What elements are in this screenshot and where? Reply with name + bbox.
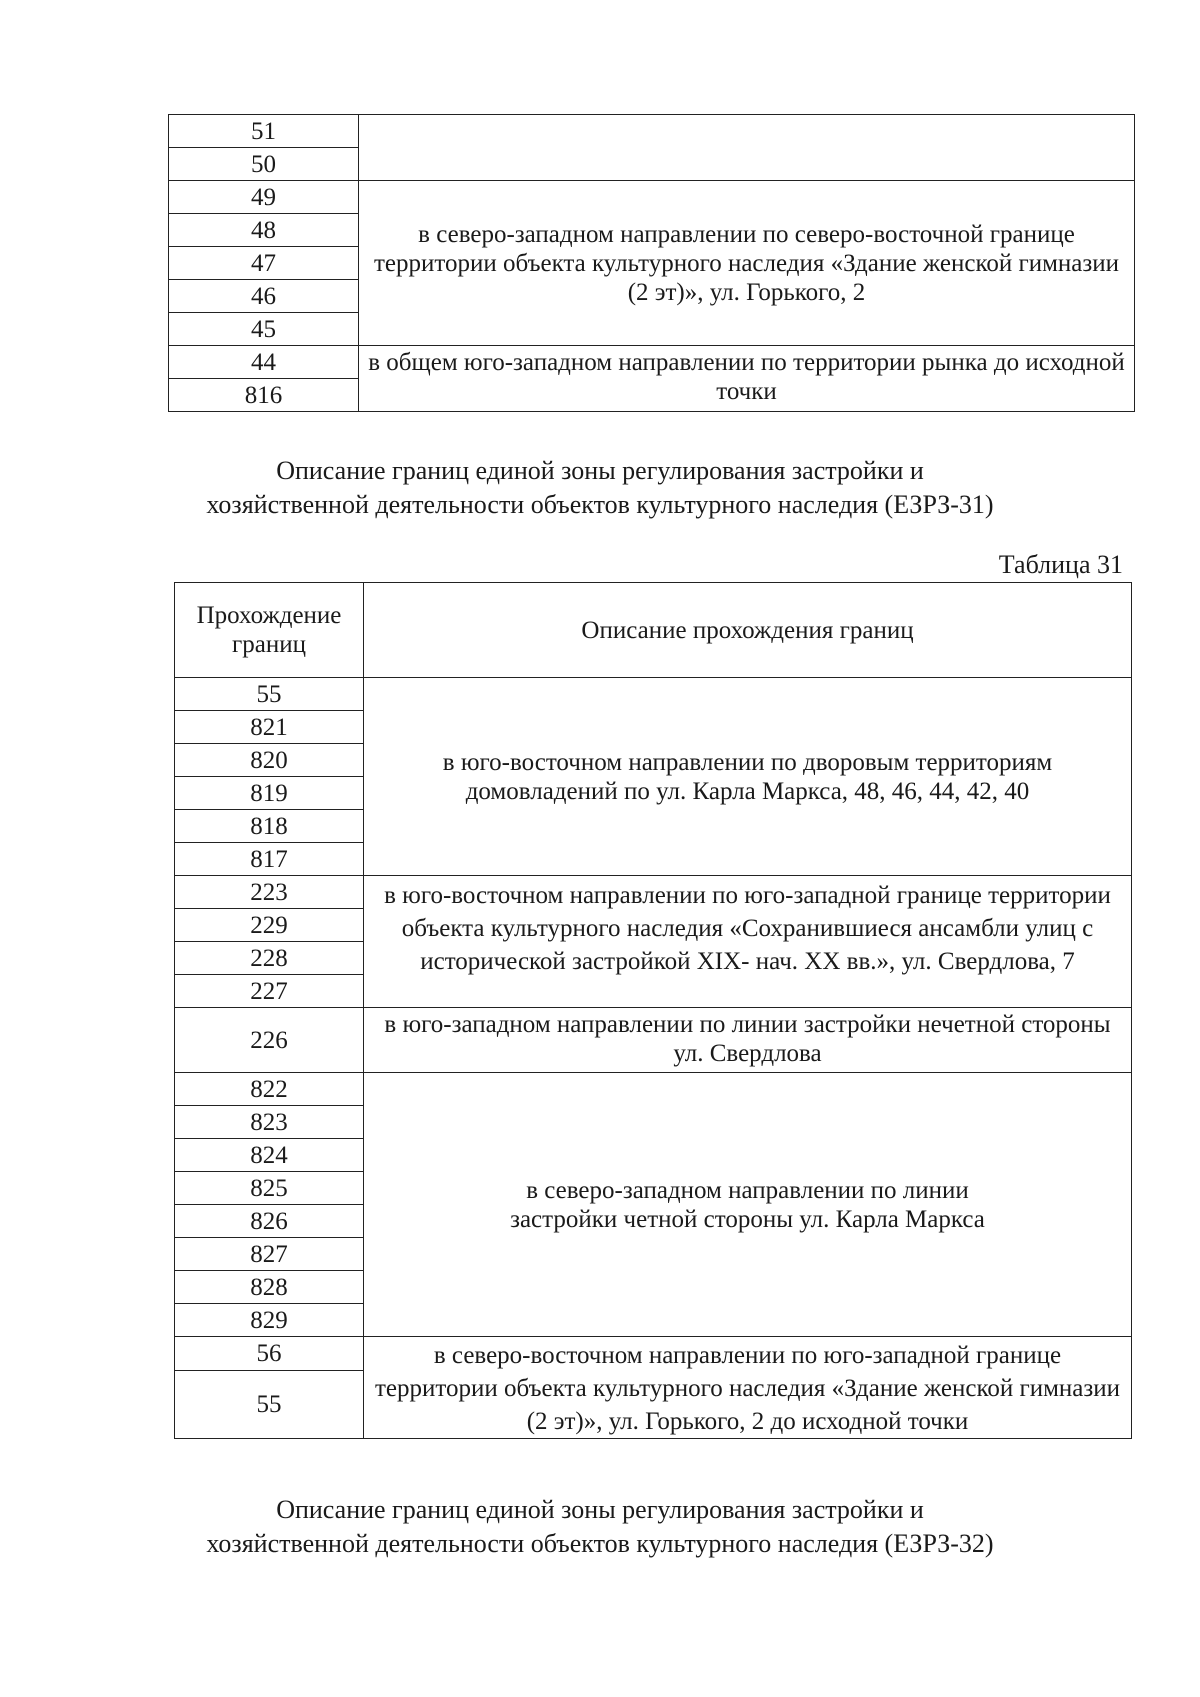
- point-cell: 818: [175, 810, 364, 843]
- description-cell: в юго-западном направлении по линии застройки нечетной стороны ул. Свердлова: [364, 1008, 1132, 1073]
- table-row: [169, 115, 1135, 148]
- point-cell: 55: [175, 678, 364, 711]
- point-cell: 223: [175, 876, 364, 909]
- point-cell: 817: [175, 843, 364, 876]
- point-cell: 822: [175, 1073, 364, 1106]
- table-row: [175, 876, 1132, 909]
- point-cell: 823: [175, 1106, 364, 1139]
- point-cell: 827: [175, 1238, 364, 1271]
- table-ezrz-30-continuation: [168, 114, 1135, 412]
- point-cell: 45: [169, 313, 359, 346]
- point-cell: 824: [175, 1139, 364, 1172]
- description-cell: в общем юго-западном направлении по территории рынка до исходной точки: [359, 346, 1135, 412]
- table-31: [174, 582, 1132, 1439]
- point-cell: 48: [169, 214, 359, 247]
- heading-line: Описание границ единой зоны регулирования застройки и: [276, 1495, 924, 1524]
- point-cell: 44: [169, 346, 359, 379]
- heading-line: хозяйственной деятельности объектов культурного наследия (ЕЗРЗ-32): [206, 1529, 994, 1558]
- table-row: [169, 181, 1135, 214]
- description-cell: в юго-восточном направлении по дворовым территориям домовладений по ул. Карла Маркса, 48, 46, 44, 42, 40: [364, 678, 1132, 876]
- point-cell: 825: [175, 1172, 364, 1205]
- point-cell: 229: [175, 909, 364, 942]
- point-cell: 51: [169, 115, 359, 148]
- point-cell: 826: [175, 1205, 364, 1238]
- point-cell: 829: [175, 1304, 364, 1337]
- description-cell: в юго-восточном направлении по юго-западной границе территории объекта культурного наследия «Сохранившиеся ансамбли улиц с исторической застройкой XIX- нач. XX вв.», ул. Свердлова, 7: [364, 876, 1132, 1008]
- heading-line: Описание границ единой зоны регулирования застройки и: [276, 456, 924, 485]
- table-row: [175, 1008, 1132, 1073]
- point-cell: 46: [169, 280, 359, 313]
- point-cell: 828: [175, 1271, 364, 1304]
- column-header-description: Описание прохождения границ: [364, 583, 1132, 678]
- point-cell: 49: [169, 181, 359, 214]
- table-header-row: [175, 583, 1132, 678]
- table-row: [169, 346, 1135, 379]
- description-cell: [359, 115, 1135, 181]
- point-cell: 820: [175, 744, 364, 777]
- point-cell: 50: [169, 148, 359, 181]
- column-header-points: Прохождение границ: [175, 583, 364, 678]
- table-row: [175, 1073, 1132, 1106]
- description-cell: в северо-западном направлении по линии застройки четной стороны ул. Карла Маркса: [364, 1073, 1132, 1337]
- table-caption: Таблица 31: [998, 550, 1123, 579]
- heading-line: хозяйственной деятельности объектов культурного наследия (ЕЗРЗ-31): [206, 490, 994, 519]
- point-cell: 227: [175, 975, 364, 1008]
- point-cell: 226: [175, 1008, 364, 1073]
- section-heading-ezrz-31: [0, 454, 1200, 522]
- point-cell: 819: [175, 777, 364, 810]
- description-cell: в северо-восточном направлении по юго-западной границе территории объекта культурного наследия «Здание женской гимназии (2 эт)», ул. Горького, 2 до исходной точки: [364, 1337, 1132, 1439]
- table-row: [175, 678, 1132, 711]
- point-cell: 47: [169, 247, 359, 280]
- point-cell: 228: [175, 942, 364, 975]
- point-cell: 821: [175, 711, 364, 744]
- table-row: [175, 1337, 1132, 1371]
- point-cell: 816: [169, 379, 359, 412]
- point-cell: 56: [175, 1337, 364, 1371]
- section-heading-ezrz-32: [0, 1493, 1200, 1561]
- point-cell: 55: [175, 1371, 364, 1439]
- description-cell: в северо-западном направлении по северо-восточной границе территории объекта культурного наследия «Здание женской гимназии (2 эт)», ул. Горького, 2: [359, 181, 1135, 346]
